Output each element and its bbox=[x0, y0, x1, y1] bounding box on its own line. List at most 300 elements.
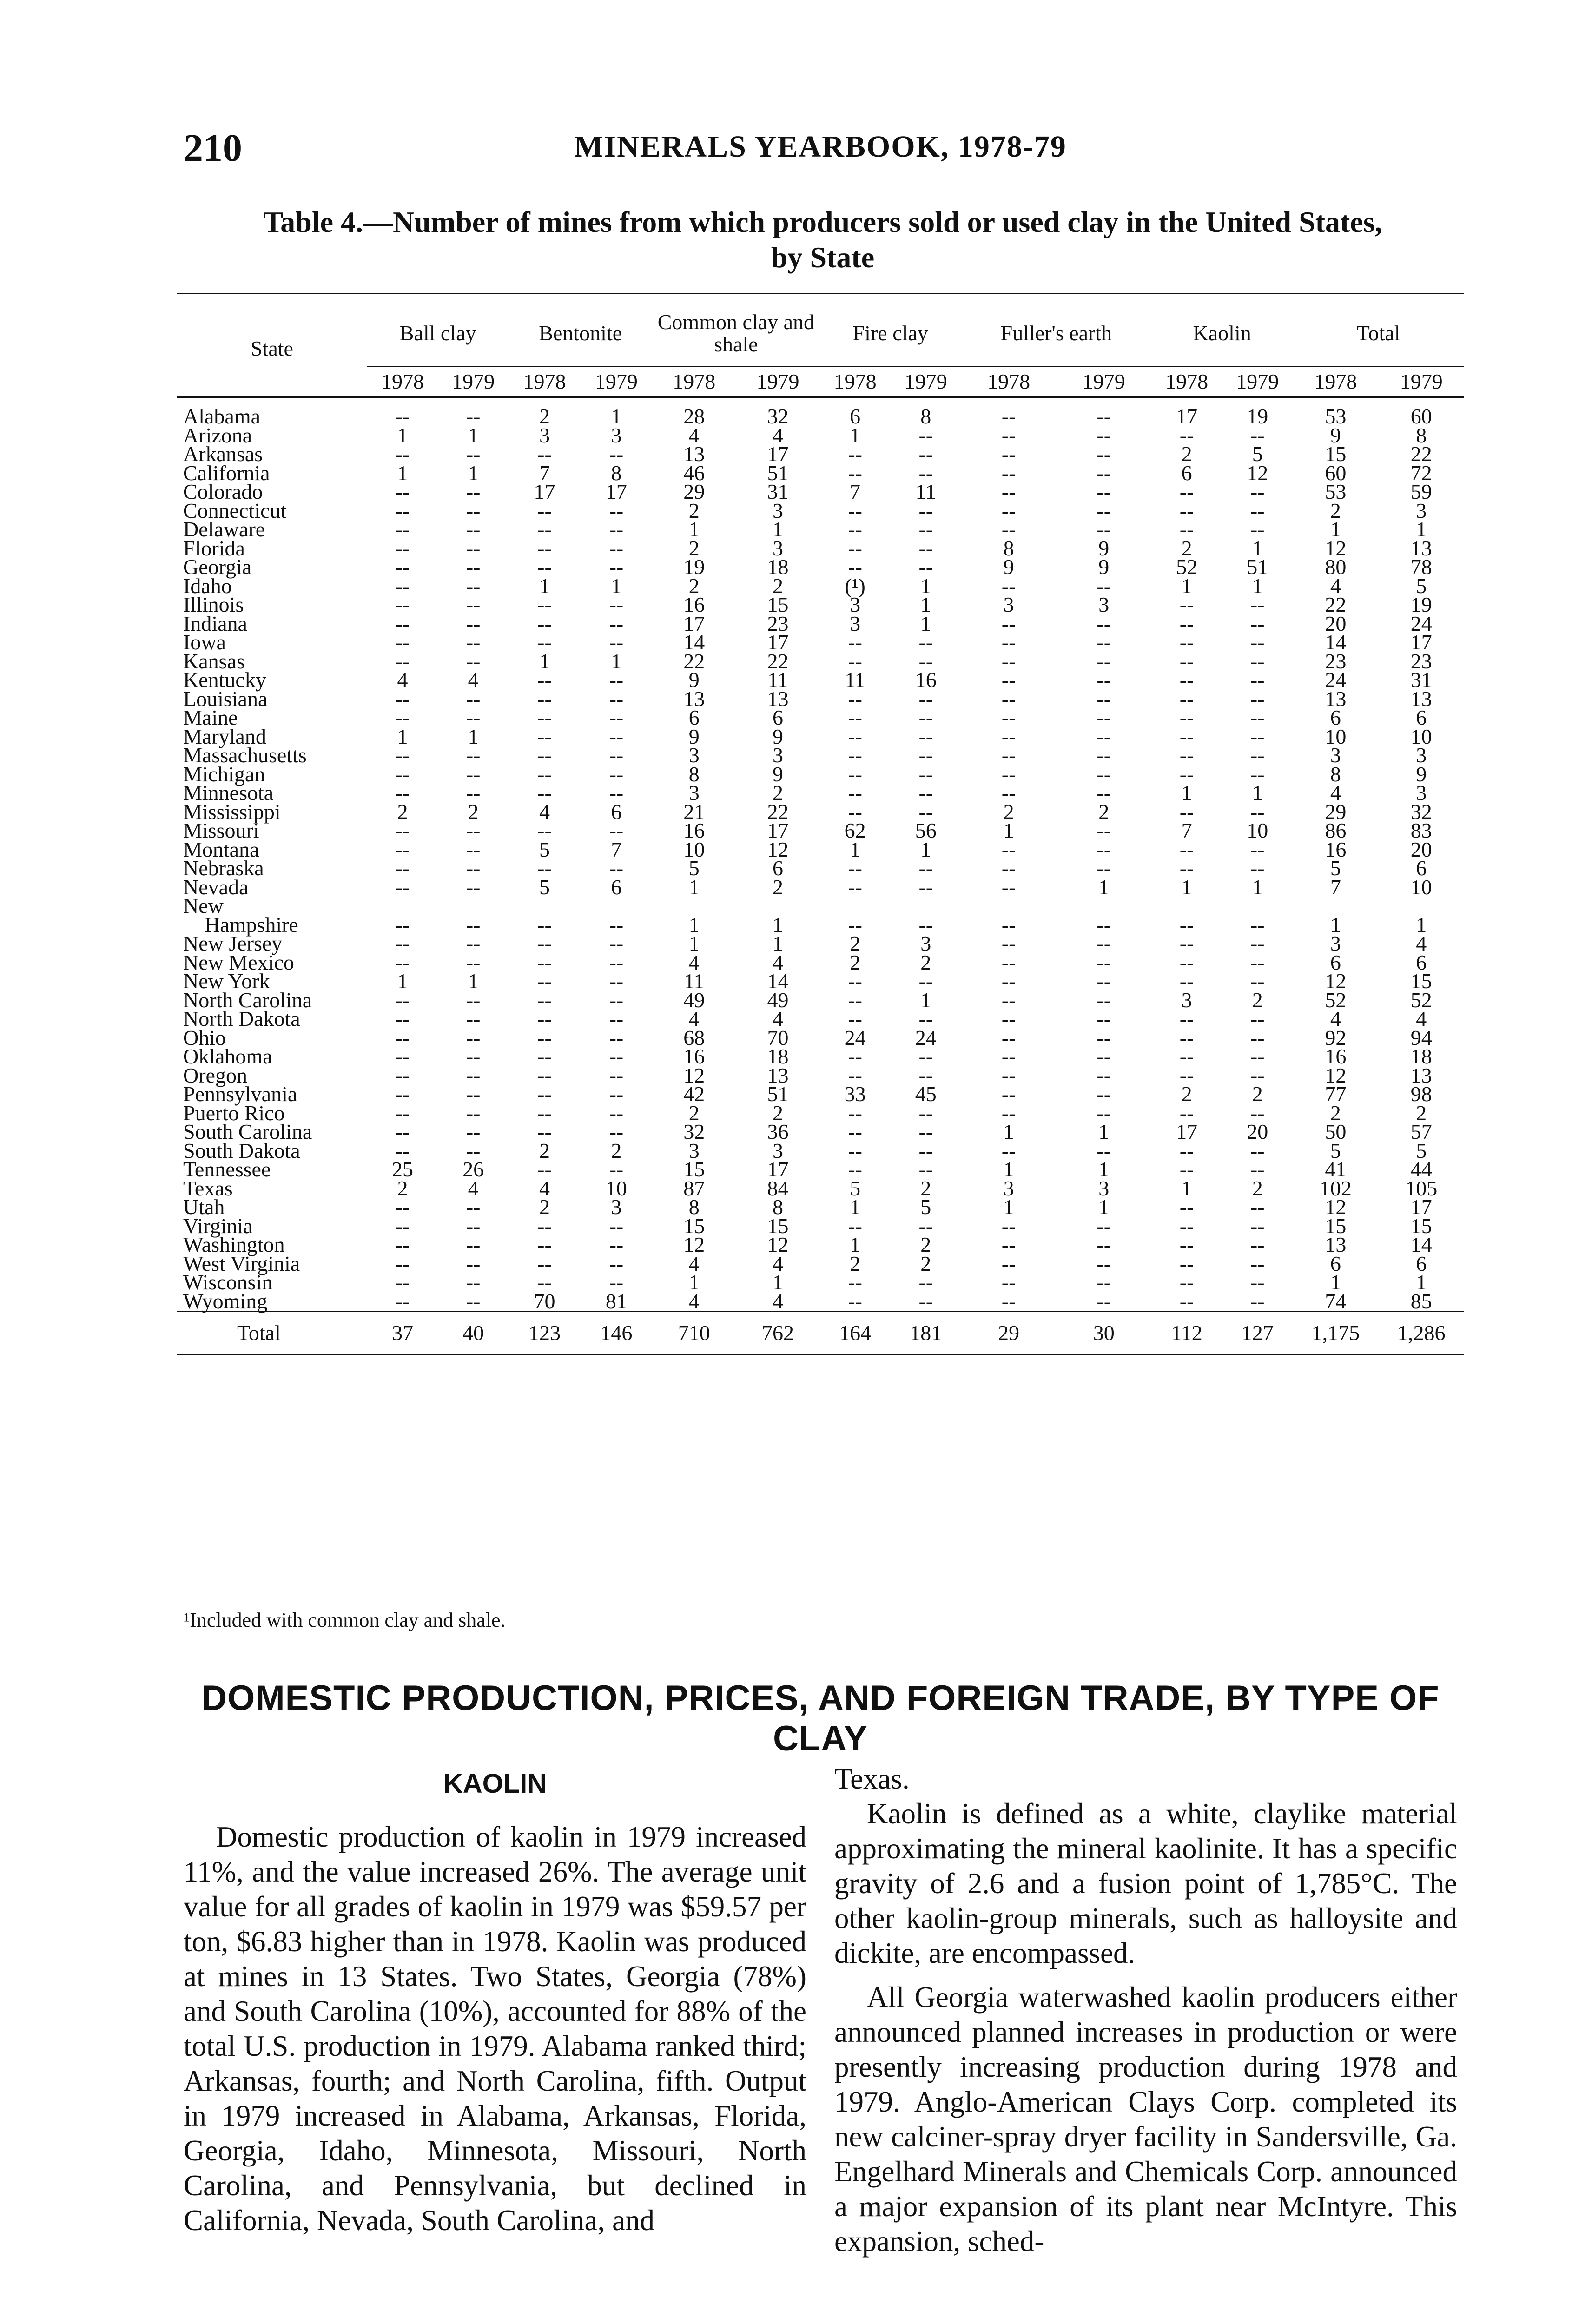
value-cell: 2 bbox=[850, 1251, 861, 1275]
table-row bbox=[177, 972, 1464, 991]
value-cell: -- bbox=[918, 1157, 933, 1182]
value-cell: -- bbox=[1001, 1007, 1016, 1031]
state-cell: Connecticut bbox=[183, 498, 287, 522]
value-cell: -- bbox=[466, 1044, 481, 1069]
value-cell: 49 bbox=[767, 988, 789, 1012]
state-cell: Nebraska bbox=[183, 856, 264, 880]
value-cell: -- bbox=[609, 819, 624, 843]
value-cell: -- bbox=[1250, 630, 1265, 654]
value-cell: -- bbox=[1179, 743, 1194, 767]
value-cell: 3 bbox=[688, 743, 700, 767]
state-cell: Idaho bbox=[183, 574, 232, 598]
value-cell: 1 bbox=[920, 611, 931, 635]
value-cell: -- bbox=[466, 687, 481, 711]
value-cell: 2 bbox=[920, 1233, 931, 1257]
value-cell: -- bbox=[537, 819, 552, 843]
value-cell: -- bbox=[609, 1025, 624, 1050]
value-cell: -- bbox=[1179, 969, 1194, 993]
value-cell: -- bbox=[466, 781, 481, 805]
value-cell: -- bbox=[1097, 819, 1111, 843]
value-cell: 1 bbox=[1181, 875, 1192, 899]
state-cell: Alabama bbox=[183, 404, 261, 429]
value-cell: 6 bbox=[772, 856, 783, 880]
value-cell: 3 bbox=[1416, 781, 1427, 805]
value-cell: 33 bbox=[844, 1082, 866, 1106]
value-cell: -- bbox=[1250, 1138, 1265, 1162]
value-cell: 3 bbox=[1330, 743, 1341, 767]
value-cell: -- bbox=[466, 1138, 481, 1162]
value-cell: 17 bbox=[1176, 1120, 1198, 1144]
value-cell: 11 bbox=[915, 480, 936, 504]
value-cell: 13 bbox=[1325, 1233, 1347, 1257]
table-row bbox=[177, 727, 1464, 746]
value-cell: 2 bbox=[850, 950, 861, 974]
value-cell: 1 bbox=[850, 1195, 861, 1219]
value-cell: 1 bbox=[688, 912, 700, 937]
table-row bbox=[177, 1235, 1464, 1254]
value-cell: -- bbox=[1001, 762, 1016, 786]
year-header: 1979 bbox=[891, 366, 961, 397]
value-cell: -- bbox=[395, 1063, 410, 1087]
column-group-header: Fire clay bbox=[820, 294, 961, 367]
value-cell: 1 bbox=[1003, 819, 1014, 843]
table-row bbox=[177, 482, 1464, 502]
value-cell: -- bbox=[1250, 1063, 1265, 1087]
table-row bbox=[177, 690, 1464, 709]
value-cell: 80 bbox=[1325, 555, 1347, 579]
value-cell: 2 bbox=[1098, 799, 1110, 824]
value-cell: -- bbox=[1179, 950, 1194, 974]
value-cell: 17 bbox=[767, 442, 789, 466]
value-cell: -- bbox=[537, 1101, 552, 1125]
value-cell: -- bbox=[1179, 498, 1194, 522]
value-cell: 1 bbox=[1252, 875, 1263, 899]
value-cell: -- bbox=[1250, 1251, 1265, 1275]
value-cell: -- bbox=[609, 1233, 624, 1257]
value-cell: -- bbox=[918, 442, 933, 466]
value-cell: 2 bbox=[468, 799, 479, 824]
value-cell: 15 bbox=[1325, 1214, 1347, 1238]
value-cell: 8 bbox=[1330, 762, 1341, 786]
value-cell: -- bbox=[1097, 856, 1111, 880]
state-cell: Puerto Rico bbox=[183, 1101, 285, 1125]
value-cell: -- bbox=[918, 687, 933, 711]
value-cell: -- bbox=[1001, 931, 1016, 956]
value-cell: -- bbox=[1001, 1101, 1016, 1125]
value-cell: 1 bbox=[1003, 1195, 1014, 1219]
table-row bbox=[177, 464, 1464, 483]
value-cell: 4 bbox=[688, 1289, 700, 1313]
value-cell: -- bbox=[1250, 969, 1265, 993]
value-cell: -- bbox=[918, 912, 933, 937]
value-cell: 45 bbox=[915, 1082, 937, 1106]
value-cell: 51 bbox=[767, 1082, 789, 1106]
value-cell: 1 bbox=[1003, 1157, 1014, 1182]
value-cell: -- bbox=[1097, 1138, 1111, 1162]
value-cell: 3 bbox=[1416, 743, 1427, 767]
value-cell: -- bbox=[466, 630, 481, 654]
value-cell: 10 bbox=[1410, 875, 1432, 899]
value-cell: 1 bbox=[1098, 1195, 1110, 1219]
value-cell: -- bbox=[1001, 1251, 1016, 1275]
value-cell: 36 bbox=[767, 1120, 789, 1144]
value-cell: 17 bbox=[1176, 404, 1198, 429]
value-cell: -- bbox=[1001, 1025, 1016, 1050]
year-header: 1978 bbox=[367, 366, 438, 397]
total-value-cell: 30 bbox=[1056, 1312, 1151, 1355]
value-cell: 62 bbox=[844, 819, 866, 843]
value-cell: 14 bbox=[1410, 1233, 1432, 1257]
value-cell: 44 bbox=[1410, 1157, 1432, 1182]
value-cell: 3 bbox=[850, 611, 861, 635]
value-cell: 4 bbox=[688, 950, 700, 974]
value-cell: 31 bbox=[1410, 668, 1432, 692]
value-cell: -- bbox=[848, 762, 862, 786]
value-cell: -- bbox=[537, 724, 552, 748]
value-cell: -- bbox=[395, 856, 410, 880]
value-cell: 52 bbox=[1410, 988, 1432, 1012]
value-cell: -- bbox=[918, 630, 933, 654]
value-cell: -- bbox=[1250, 837, 1265, 861]
value-cell: 16 bbox=[1325, 1044, 1347, 1069]
value-cell: 4 bbox=[539, 799, 550, 824]
value-cell: 9 bbox=[688, 724, 700, 748]
value-cell: -- bbox=[1250, 706, 1265, 730]
value-cell: 1 bbox=[772, 931, 783, 956]
value-cell: -- bbox=[537, 1025, 552, 1050]
total-value-cell: 164 bbox=[820, 1312, 891, 1355]
value-cell: -- bbox=[537, 969, 552, 993]
value-cell: -- bbox=[466, 555, 481, 579]
table-row bbox=[177, 821, 1464, 840]
value-cell: -- bbox=[1001, 875, 1016, 899]
value-cell: -- bbox=[1097, 743, 1111, 767]
state-cell: Ohio bbox=[183, 1025, 226, 1050]
value-cell: 4 bbox=[772, 423, 783, 447]
value-cell: -- bbox=[1001, 1063, 1016, 1087]
value-cell: -- bbox=[537, 743, 552, 767]
table-row bbox=[177, 784, 1464, 803]
value-cell: 13 bbox=[1410, 536, 1432, 560]
value-cell: -- bbox=[1179, 668, 1194, 692]
value-cell: 2 bbox=[688, 1101, 700, 1125]
value-cell: 2 bbox=[539, 404, 550, 429]
value-cell: 10 bbox=[1247, 819, 1268, 843]
value-cell: -- bbox=[466, 950, 481, 974]
value-cell: -- bbox=[1001, 988, 1016, 1012]
value-cell: -- bbox=[1001, 743, 1016, 767]
column-group-header: Ball clay bbox=[367, 294, 509, 367]
value-cell: 2 bbox=[688, 536, 700, 560]
value-cell: 3 bbox=[611, 1195, 622, 1219]
value-cell: 1 bbox=[688, 517, 700, 541]
value-cell: -- bbox=[918, 423, 933, 447]
value-cell: 23 bbox=[1325, 649, 1347, 673]
value-cell: 18 bbox=[767, 555, 789, 579]
value-cell: 72 bbox=[1410, 461, 1432, 485]
column-group-header: Kaolin bbox=[1151, 294, 1293, 367]
value-cell: 32 bbox=[767, 404, 789, 429]
value-cell: 52 bbox=[1176, 555, 1198, 579]
value-cell: 23 bbox=[1410, 649, 1432, 673]
value-cell: 19 bbox=[1247, 404, 1268, 429]
value-cell: -- bbox=[1001, 649, 1016, 673]
value-cell: -- bbox=[1179, 762, 1194, 786]
table-row bbox=[177, 1273, 1464, 1292]
total-value-cell: 29 bbox=[961, 1312, 1057, 1355]
value-cell: -- bbox=[1097, 461, 1111, 485]
year-header-row bbox=[177, 366, 1464, 397]
value-cell: -- bbox=[537, 668, 552, 692]
value-cell: -- bbox=[395, 555, 410, 579]
right-text-column bbox=[834, 1762, 1457, 2259]
state-cell: Arizona bbox=[183, 423, 252, 447]
value-cell: -- bbox=[609, 1270, 624, 1294]
year-header: 1978 bbox=[1151, 366, 1222, 397]
state-cell: Maryland bbox=[183, 724, 266, 748]
value-cell: -- bbox=[466, 517, 481, 541]
value-cell: -- bbox=[466, 1082, 481, 1106]
state-cell: South Carolina bbox=[183, 1120, 312, 1144]
value-cell: 2 bbox=[920, 1176, 931, 1200]
value-cell: 14 bbox=[1325, 630, 1347, 654]
value-cell: -- bbox=[395, 1044, 410, 1069]
state-cell: Maine bbox=[183, 706, 238, 730]
state-cell: Kansas bbox=[183, 649, 245, 673]
value-cell: -- bbox=[918, 1101, 933, 1125]
value-cell: -- bbox=[395, 480, 410, 504]
value-cell: -- bbox=[918, 498, 933, 522]
value-cell: 3 bbox=[772, 743, 783, 767]
value-cell: -- bbox=[1250, 856, 1265, 880]
column-group-header: Common clay and shale bbox=[652, 294, 819, 367]
value-cell: 13 bbox=[767, 687, 789, 711]
value-cell: 5 bbox=[920, 1195, 931, 1219]
value-cell: 5 bbox=[539, 837, 550, 861]
value-cell: -- bbox=[918, 762, 933, 786]
value-cell: 4 bbox=[1416, 1007, 1427, 1031]
value-cell: -- bbox=[395, 649, 410, 673]
value-cell: -- bbox=[466, 1289, 481, 1313]
total-value-cell: 710 bbox=[652, 1312, 736, 1355]
value-cell: 70 bbox=[767, 1025, 789, 1050]
value-cell: 1 bbox=[611, 404, 622, 429]
value-cell: 25 bbox=[392, 1157, 414, 1182]
value-cell: 24 bbox=[915, 1025, 937, 1050]
value-cell: 98 bbox=[1410, 1082, 1432, 1106]
value-cell: 12 bbox=[767, 1233, 789, 1257]
value-cell: -- bbox=[1097, 480, 1111, 504]
value-cell: -- bbox=[1179, 480, 1194, 504]
value-cell: 9 bbox=[1330, 423, 1341, 447]
state-cell: Virginia bbox=[183, 1214, 253, 1238]
value-cell: -- bbox=[609, 630, 624, 654]
page-number: 210 bbox=[184, 126, 242, 170]
value-cell: 16 bbox=[915, 668, 937, 692]
table-row bbox=[177, 539, 1464, 558]
value-cell: -- bbox=[1001, 687, 1016, 711]
value-cell: -- bbox=[1097, 1289, 1111, 1313]
value-cell: 17 bbox=[534, 480, 555, 504]
value-cell: 26 bbox=[462, 1157, 484, 1182]
value-cell: -- bbox=[1001, 574, 1016, 598]
table-row bbox=[177, 1198, 1464, 1217]
value-cell: -- bbox=[609, 1063, 624, 1087]
value-cell: -- bbox=[1250, 799, 1265, 824]
value-cell: -- bbox=[1097, 404, 1111, 429]
table-row bbox=[177, 1217, 1464, 1236]
value-cell: 1 bbox=[920, 988, 931, 1012]
value-cell: -- bbox=[848, 875, 862, 899]
value-cell: -- bbox=[466, 536, 481, 560]
value-cell: -- bbox=[395, 781, 410, 805]
value-cell: 2 bbox=[1252, 1176, 1263, 1200]
kaolin-continuation: Texas. bbox=[834, 1763, 910, 1795]
value-cell: 1 bbox=[539, 649, 550, 673]
value-cell: 16 bbox=[1325, 837, 1347, 861]
value-cell: -- bbox=[1250, 517, 1265, 541]
value-cell: -- bbox=[1097, 1101, 1111, 1125]
value-cell: 1 bbox=[920, 837, 931, 861]
value-cell: -- bbox=[1250, 931, 1265, 956]
table-row bbox=[177, 1142, 1464, 1161]
value-cell: -- bbox=[1179, 1101, 1194, 1125]
year-header: 1979 bbox=[1056, 366, 1151, 397]
value-cell: 8 bbox=[920, 404, 931, 429]
value-cell: -- bbox=[537, 593, 552, 617]
value-cell: 5 bbox=[1416, 574, 1427, 598]
value-cell: -- bbox=[1250, 498, 1265, 522]
value-cell: -- bbox=[1097, 668, 1111, 692]
value-cell: 68 bbox=[683, 1025, 705, 1050]
value-cell: 52 bbox=[1325, 988, 1347, 1012]
value-cell: -- bbox=[1097, 1025, 1111, 1050]
value-cell: 11 bbox=[684, 969, 705, 993]
value-cell: 2 bbox=[688, 498, 700, 522]
value-cell: -- bbox=[848, 536, 862, 560]
value-cell: 21 bbox=[683, 799, 705, 824]
value-cell: -- bbox=[466, 837, 481, 861]
value-cell: 70 bbox=[534, 1289, 555, 1313]
total-value-cell: 181 bbox=[891, 1312, 961, 1355]
value-cell: -- bbox=[848, 1120, 862, 1144]
value-cell: -- bbox=[918, 1007, 933, 1031]
state-cell: Missouri bbox=[183, 819, 259, 843]
table-row bbox=[177, 746, 1464, 765]
value-cell: 16 bbox=[683, 819, 705, 843]
table-row bbox=[177, 1085, 1464, 1104]
value-cell: 14 bbox=[683, 630, 705, 654]
value-cell: -- bbox=[918, 875, 933, 899]
value-cell: 19 bbox=[683, 555, 705, 579]
value-cell: -- bbox=[848, 1138, 862, 1162]
value-cell: -- bbox=[466, 743, 481, 767]
value-cell: -- bbox=[1097, 649, 1111, 673]
value-cell: 3 bbox=[1181, 988, 1192, 1012]
value-cell: -- bbox=[395, 1270, 410, 1294]
value-cell: -- bbox=[609, 1157, 624, 1182]
value-cell: 13 bbox=[1410, 687, 1432, 711]
value-cell: -- bbox=[1097, 988, 1111, 1012]
value-cell: -- bbox=[537, 1082, 552, 1106]
value-cell: -- bbox=[466, 1214, 481, 1238]
value-cell: -- bbox=[1250, 1044, 1265, 1069]
value-cell: 1 bbox=[1252, 536, 1263, 560]
value-cell: 87 bbox=[683, 1176, 705, 1200]
value-cell: -- bbox=[1250, 950, 1265, 974]
value-cell: 7 bbox=[611, 837, 622, 861]
state-cell: Utah bbox=[183, 1195, 225, 1219]
value-cell: 8 bbox=[1416, 423, 1427, 447]
value-cell: -- bbox=[609, 856, 624, 880]
value-cell: 3 bbox=[688, 1138, 700, 1162]
value-cell: 1 bbox=[850, 837, 861, 861]
section-heading: DOMESTIC PRODUCTION, PRICES, AND FOREIGN TRADE, BY TYPE OF CLAY bbox=[201, 1678, 1440, 1758]
value-cell: -- bbox=[609, 724, 624, 748]
value-cell: -- bbox=[466, 593, 481, 617]
table-row bbox=[177, 840, 1464, 859]
value-cell: -- bbox=[466, 404, 481, 429]
value-cell: 2 bbox=[539, 1195, 550, 1219]
value-cell: -- bbox=[1179, 1289, 1194, 1313]
value-cell: 17 bbox=[1410, 630, 1432, 654]
value-cell: -- bbox=[1097, 1251, 1111, 1275]
value-cell: -- bbox=[609, 442, 624, 466]
value-cell: -- bbox=[1097, 762, 1111, 786]
value-cell: 1 bbox=[688, 1270, 700, 1294]
value-cell: -- bbox=[466, 611, 481, 635]
state-cell: North Dakota bbox=[183, 1007, 300, 1031]
value-cell: -- bbox=[1250, 668, 1265, 692]
value-cell: -- bbox=[395, 1120, 410, 1144]
value-cell: 2 bbox=[920, 1251, 931, 1275]
value-cell: 2 bbox=[1252, 988, 1263, 1012]
value-cell: 9 bbox=[1416, 762, 1427, 786]
value-cell: -- bbox=[1001, 1233, 1016, 1257]
value-cell: 3 bbox=[1003, 1176, 1014, 1200]
value-cell: -- bbox=[609, 988, 624, 1012]
value-cell: -- bbox=[1250, 480, 1265, 504]
value-cell: -- bbox=[609, 1101, 624, 1125]
value-cell: 10 bbox=[683, 837, 705, 861]
value-cell: 2 bbox=[688, 574, 700, 598]
year-header: 1978 bbox=[961, 366, 1057, 397]
value-cell: 15 bbox=[767, 593, 789, 617]
value-cell: -- bbox=[1097, 950, 1111, 974]
state-cell: Florida bbox=[183, 536, 245, 560]
value-cell: -- bbox=[1179, 912, 1194, 937]
value-cell: -- bbox=[848, 856, 862, 880]
value-cell: -- bbox=[1001, 1289, 1016, 1313]
value-cell: 77 bbox=[1325, 1082, 1347, 1106]
value-cell: -- bbox=[1179, 1214, 1194, 1238]
value-cell: -- bbox=[1001, 423, 1016, 447]
value-cell: -- bbox=[1179, 1195, 1194, 1219]
value-cell: -- bbox=[918, 649, 933, 673]
value-cell: -- bbox=[466, 649, 481, 673]
value-cell: -- bbox=[537, 950, 552, 974]
value-cell: -- bbox=[1001, 1138, 1016, 1162]
value-cell: 8 bbox=[772, 1195, 783, 1219]
value-cell: -- bbox=[1250, 724, 1265, 748]
state-cell: Pennsylvania bbox=[183, 1082, 297, 1106]
value-cell: 19 bbox=[1410, 593, 1432, 617]
value-cell: 49 bbox=[683, 988, 705, 1012]
value-cell: 6 bbox=[611, 799, 622, 824]
value-cell: 2 bbox=[1003, 799, 1014, 824]
value-cell: -- bbox=[609, 593, 624, 617]
table-row bbox=[177, 1066, 1464, 1085]
